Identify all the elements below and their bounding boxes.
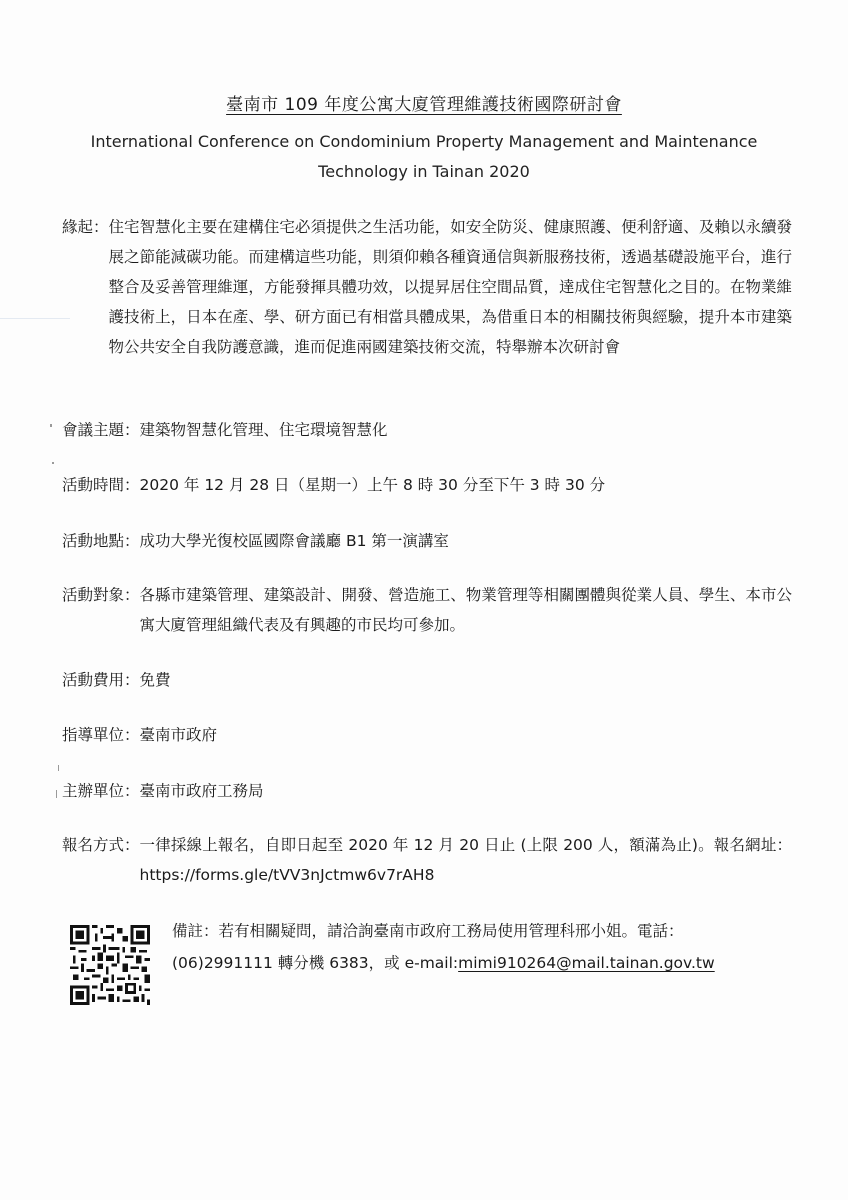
- section-venue: [62, 526, 792, 556]
- section-guide: [62, 720, 792, 750]
- section-theme: [62, 415, 792, 445]
- note: [172, 915, 772, 979]
- section-register-text[interactable]: 一律採線上報名，自即日起至 2020 年 12 月 20 日止 (上限 200 人，額滿為止)。報名網址：https://forms.gle/tVV3nJctmw6v7rAH8: [139, 836, 792, 884]
- scan-artifact-line: [0, 318, 70, 319]
- contact-email-link[interactable]: mimi910264@mail.tainan.gov.tw: [458, 954, 715, 972]
- section-venue-text: 成功大學光復校區國際會議廳 B1 第一演講室: [139, 532, 449, 550]
- section-time: [62, 470, 792, 500]
- scan-speck: [52, 462, 54, 464]
- title-chinese: 臺南市 109 年度公寓大廈管理維護技術國際研討會: [226, 95, 622, 115]
- section-host: [62, 776, 792, 806]
- section-audience-label: 活動對象：: [62, 586, 140, 604]
- section-fee-text: 免費: [139, 671, 171, 689]
- scan-speck: [56, 790, 57, 798]
- section-time-text: 2020 年 12 月 28 日（星期一）上午 8 時 30 分至下午 3 時 30 分: [139, 476, 606, 494]
- section-theme-label: 會議主題：: [62, 421, 140, 439]
- section-fee-label: 活動費用：: [62, 671, 140, 689]
- section-origin: [62, 212, 792, 362]
- section-origin-text: 住宅智慧化主要在建構住宅必須提供之生活功能，如安全防災、健康照護、便利舒適、及賴以永續發展之節能減碳功能。而建構這些功能，則須仰賴各種資通信與新服務技術，透過基礎設施平台，進行整合及妥善管理維運，方能發揮具體功效，以提昇居住空間品質，達成住宅智慧化之目的。在物業維護技術上，日本在產、學、研方面已有相當具體成果，為借重日本的相關技術與經驗，提升本市建築物公共安全自我防護意識，進而促進兩國建築技術交流，特舉辦本次研討會: [108, 218, 792, 356]
- section-guide-label: 指導單位：: [62, 726, 140, 744]
- section-audience-text: 各縣市建築管理、建築設計、開發、營造施工、物業管理等相關團體與從業人員、學生、本市公寓大廈管理組織代表及有興趣的市民均可參加。: [139, 586, 792, 634]
- section-register-label: 報名方式：: [62, 836, 140, 854]
- section-host-text: 臺南市政府工務局: [139, 782, 264, 800]
- scan-speck: [58, 765, 59, 771]
- section-theme-text: 建築物智慧化管理、住宅環境智慧化: [139, 421, 388, 439]
- section-origin-label: 緣起：: [62, 218, 109, 236]
- section-register: [62, 830, 792, 890]
- section-audience: [62, 580, 792, 640]
- title-english: International Conference on Condominium Property Management and Maintenance Technology in Tainan 2020: [90, 132, 758, 181]
- section-time-label: 活動時間：: [62, 476, 140, 494]
- note-text: 備註：若有相關疑問，請洽詢臺南市政府工務局使用管理科邢小姐。電話：(06)2991111 轉分機 6383，或 e-mail:: [172, 922, 684, 972]
- section-guide-text: 臺南市政府: [139, 726, 218, 744]
- section-fee: [62, 665, 792, 695]
- section-host-label: 主辦單位：: [62, 782, 140, 800]
- scan-speck: [50, 424, 52, 427]
- qr-code-icon[interactable]: [70, 925, 150, 1005]
- section-venue-label: 活動地點：: [62, 532, 140, 550]
